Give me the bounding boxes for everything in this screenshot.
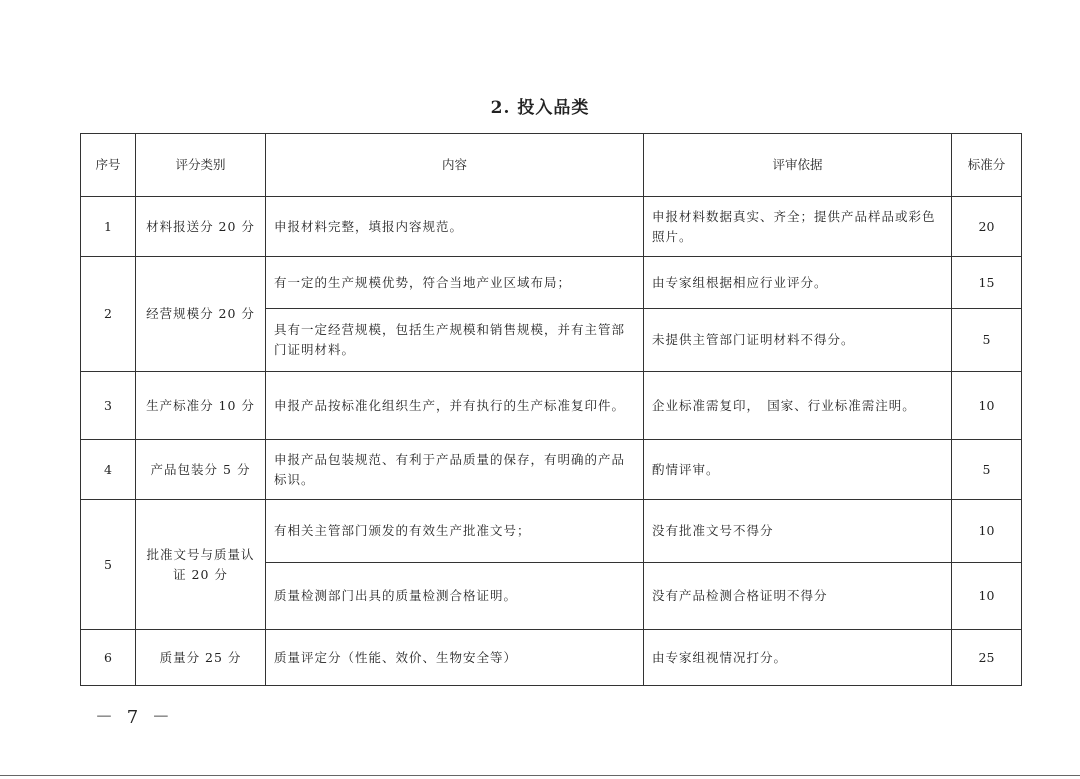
row-score: 10 [952,563,1022,630]
row-category: 生产标准分 10 分 [136,372,266,440]
header-no: 序号 [81,134,136,197]
table-row [81,630,1022,686]
table-row [81,257,1022,309]
table-row [81,372,1022,440]
page-number: － 7 － [95,707,174,728]
row-content: 申报产品包装规范、有利于产品质量的保存，有明确的产品标识。 [266,440,644,500]
row-category: 材料报送分 20 分 [136,197,266,257]
scoring-table [80,133,1022,686]
row-no: 6 [81,630,136,686]
row-score: 10 [952,372,1022,440]
table-row [81,500,1022,563]
row-score: 25 [952,630,1022,686]
row-basis: 申报材料数据真实、齐全；提供产品样品或彩色照片。 [644,197,952,257]
row-content: 具有一定经营规模，包括生产规模和销售规模，并有主管部门证明材料。 [266,309,644,372]
table-header-row [81,134,1022,197]
row-basis: 未提供主管部门证明材料不得分。 [644,309,952,372]
row-category: 批准文号与质量认证 20 分 [136,500,266,630]
row-no: 4 [81,440,136,500]
row-basis: 由专家组根据相应行业评分。 [644,257,952,309]
header-basis: 评审依据 [644,134,952,197]
bottom-divider [0,775,1080,776]
row-content: 申报产品按标准化组织生产，并有执行的生产标准复印件。 [266,372,644,440]
row-content: 质量检测部门出具的质量检测合格证明。 [266,563,644,630]
row-score: 10 [952,500,1022,563]
row-no: 3 [81,372,136,440]
header-score: 标准分 [952,134,1022,197]
row-score: 15 [952,257,1022,309]
table-row [81,440,1022,500]
page-title: 2. 投入品类 [490,98,590,118]
table-row [81,197,1022,257]
row-category: 经营规模分 20 分 [136,257,266,372]
row-basis: 由专家组视情况打分。 [644,630,952,686]
row-content: 申报材料完整，填报内容规范。 [266,197,644,257]
row-basis: 没有批准文号不得分 [644,500,952,563]
row-content: 有一定的生产规模优势，符合当地产业区域布局； [266,257,644,309]
row-content: 质量评定分（性能、效价、生物安全等） [266,630,644,686]
row-basis: 没有产品检测合格证明不得分 [644,563,952,630]
row-no: 5 [81,500,136,630]
row-category: 产品包装分 5 分 [136,440,266,500]
row-score: 20 [952,197,1022,257]
row-basis: 企业标准需复印， 国家、行业标准需注明。 [644,372,952,440]
row-basis: 酌情评审。 [644,440,952,500]
row-no: 1 [81,197,136,257]
row-no: 2 [81,257,136,372]
header-category: 评分类别 [136,134,266,197]
header-content: 内容 [266,134,644,197]
row-score: 5 [952,309,1022,372]
row-content: 有相关主管部门颁发的有效生产批准文号； [266,500,644,563]
row-category: 质量分 25 分 [136,630,266,686]
row-score: 5 [952,440,1022,500]
